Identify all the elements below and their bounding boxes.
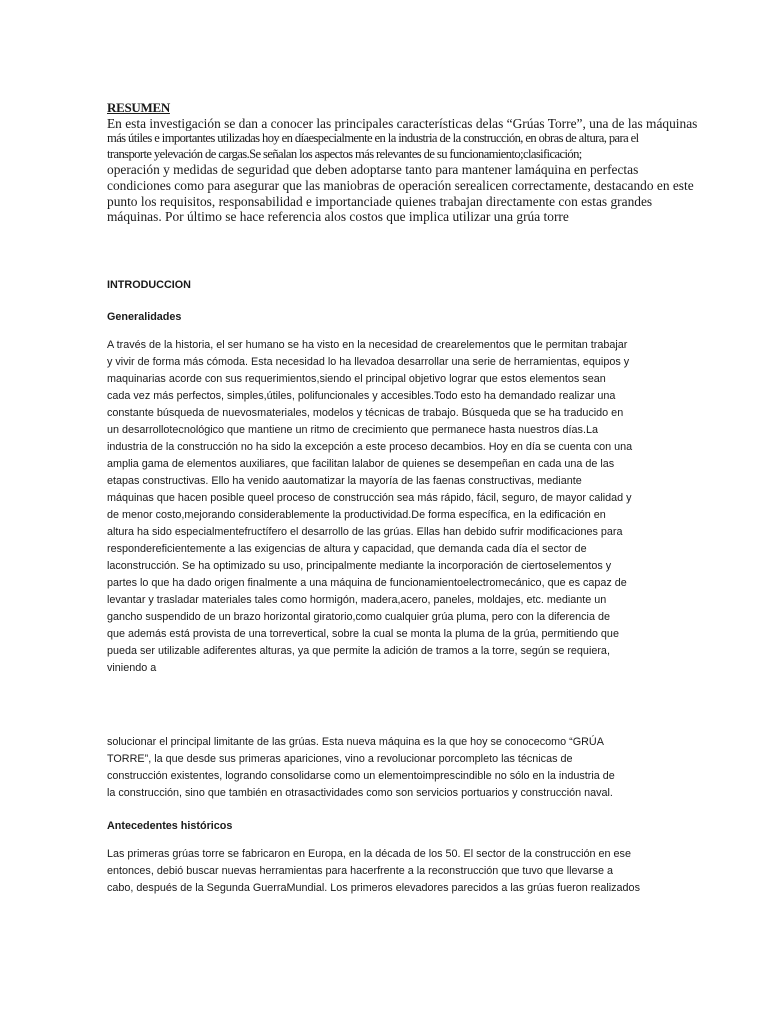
paragraph-line: solucionar el principal limitante de las grúas. Esta nueva máquina es la que hoy se conocecomo “GRÚA [107,736,604,748]
introduccion-heading: INTRODUCCION [107,279,191,291]
paragraph-line: viniendo a [107,662,157,674]
paragraph-line: A través de la historia, el ser humano se ha visto en la necesidad de crearelementos que le permitan trabajar [107,339,628,351]
resumen-section [107,100,698,225]
resumen-line: transporte yelevación de cargas.Se señalan los aspectos más relevantes de su funcionamiento;clasificación; [107,146,582,161]
resumen-line: En esta investigación se dan a conocer las principales características delas “Grúas Torre”, una de las máquinas [107,115,698,131]
paragraph-line: un desarrollotecnológico que mantiene un ritmo de crecimiento que permanece hasta nuestros días.La [107,424,598,436]
paragraph-line: partes lo que ha dado origen finalmente a una máquina de funcionamientoelectromecánico, que es capaz de [107,577,627,589]
resumen-line: más útiles e importantes utilizadas hoy en díaespecialmente en la industria de la construcción, en obras de altura, para el [107,131,639,146]
paragraph-line: gancho suspendido de un brazo horizontal giratorio,como cualquier grúa pluma, pero con la diferencia de [107,611,610,623]
generalidades-paragraph [107,337,667,677]
paragraph-line: levantar y trasladar materiales tales como hormigón, madera,acero, paneles, moldajes, etc. mediante un [107,594,607,606]
paragraph-line: constante búsqueda de nuevosmateriales, modelos y técnicas de trabajo. Búsqueda que se ha traducido en [107,407,624,419]
paragraph-line: construcción existentes, logrando consolidarse como un elementoimprescindible no sólo en la industria de [107,770,615,782]
antecedentes-paragraph [107,846,667,897]
paragraph-line: maquinarias acorde con sus requerimientos,siendo el principal objetivo lograr que estos elementos sean [107,373,606,385]
paragraph-line: pueda ser utilizable adiferentes alturas, ya que permite la adición de tramos a la torre, según se requiera, [107,645,610,657]
antecedentes-heading: Antecedentes históricos [107,820,233,832]
paragraph-line: que además está provista de una torrevertical, sobre la cual se monta la pluma de la grúa, permitiendo que [107,628,619,640]
generalidades-heading: Generalidades [107,311,182,323]
generalidades-continuation [107,734,667,802]
paragraph-line: la construcción, sino que también en otrasactividades como son servicios portuarios y construcción naval. [107,787,613,799]
resumen-line: punto los requisitos, responsabilidad e importanciade quienes trabajan directamente con estas grandes [107,193,653,209]
resumen-line: operación y medidas de seguridad que deben adoptarse tanto para mantener lamáquina en perfectas [107,162,639,178]
paragraph-line: amplia gama de elementos auxiliares, que facilitan lalabor de quienes se desempeñan en cada una de las [107,458,615,470]
paragraph-line: laconstrucción. Se ha optimizado su uso, principalmente mediante la incorporación de ciertoselementos y [107,560,612,572]
resumen-line: condiciones como para asegurar que las maniobras de operación serealicen correctamente, destacando en este [107,177,694,193]
paragraph-line: etapas constructivas. Ello ha venido aautomatizar la mayoría de las faenas constructivas, mediante [107,475,582,487]
resumen-line: máquinas. Por último se hace referencia alos costos que implica utilizar una grúa torre [107,209,569,225]
paragraph-line: altura ha sido especialmentefructífero el desarrollo de las grúas. Ellas han debido sufrir modificaciones para [107,526,623,538]
paragraph-line: cabo, después de la Segunda GuerraMundial. Los primeros elevadores parecidos a las grúas fueron realizados [107,882,640,894]
paragraph-line: de menor costo,mejorando considerablemente la productividad.De forma específica, en la edificación en [107,509,606,521]
resumen-heading: RESUMEN [107,100,170,115]
paragraph-line: y vivir de forma más cómoda. Esta necesidad lo ha llevadoa desarrollar una serie de herramientas, equipos y [107,356,630,368]
paragraph-line: cada vez más perfectos, simples,útiles, polifuncionales y accesibles.Todo esto ha demandado realizar una [107,390,616,402]
paragraph-line: máquinas que hacen posible queel proceso de construcción sea más rápido, fácil, seguro, de mayor calidad y [107,492,632,504]
paragraph-line: entonces, debió buscar nuevas herramientas para hacerfrente a la reconstrucción que tuvo que llevarse a [107,865,613,877]
paragraph-line: respondereficientemente a las exigencias de altura y capacidad, que demanda cada día el sector de [107,543,587,555]
paragraph-line: industria de la construcción no ha sido la excepción a este proceso decambios. Hoy en día se cuenta con una [107,441,633,453]
paragraph-line: Las primeras grúas torre se fabricaron en Europa, en la década de los 50. El sector de la construcción en ese [107,848,631,860]
paragraph-line: TORRE”, la que desde sus primeras apariciones, vino a revolucionar porcompleto las técnicas de [107,753,573,765]
